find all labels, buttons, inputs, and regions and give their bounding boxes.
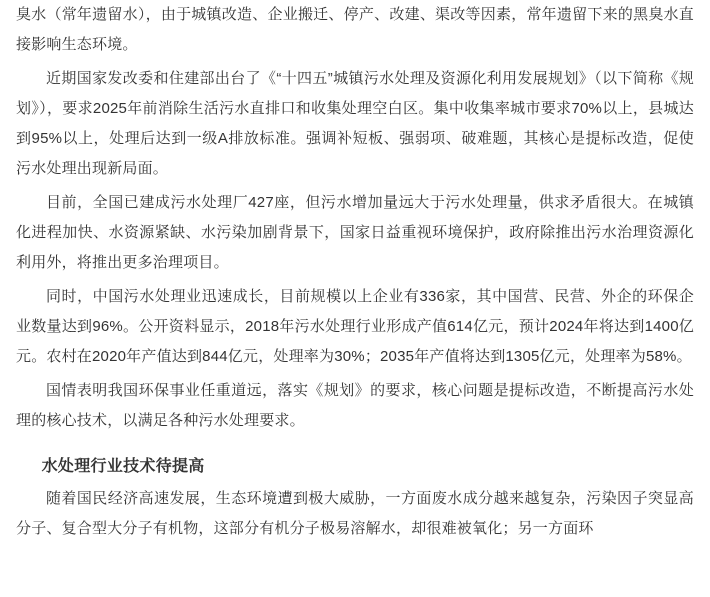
paragraph-industry-growth: 同时，中国污水处理业迅速成长，目前规模以上企业有336家，其中国营、民营、外企的环保企业数量达到96%。公开资料显示，2018年污水处理行业形成产值614亿元，预计2024年将达到1400亿元。农村在2020年产值达到844亿元，处理率为30%；2035年产值将达到1305亿元，处理率为58%。	[16, 288, 694, 365]
paragraph-current-status: 目前，全国已建成污水处理厂427座，但污水增加量远大于污水处理量，供求矛盾很大。在城镇化进程加快、水资源紧缺、水污染加剧背景下，国家日益重视环境保护，政府除推出污水治理资源化利用外，将推出更多治理项目。	[16, 194, 694, 271]
paragraph-intro: 臭水（常年遗留水），由于城镇改造、企业搬迁、停产、改建、渠改等因素，常年遗留下来的黑臭水直接影响生态环境。	[16, 6, 694, 53]
paragraph-policy: 近期国家发改委和住建部出台了《“十四五”城镇污水处理及资源化利用发展规划》（以下简称《规划》），要求2025年前消除生活污水直排口和收集处理空白区。集中收集率城市要求70%以上，县城达到95%以上，处理后达到一级A排放标准。强调补短板、强弱项、破难题，其核心是提标改造，促使污水处理出现新局面。	[16, 70, 694, 177]
paragraph-technology-intro: 随着国民经济高速发展，生态环境遭到极大威胁，一方面废水成分越来越复杂，污染因子突显高分子、复合型大分子有机物，这部分有机分子极易溶解水，却很难被氧化；另一方面环	[16, 490, 694, 537]
section-heading-technology: 水处理行业技术待提高	[41, 458, 205, 475]
paragraph-conclusion: 国情表明我国环保事业任重道远，落实《规划》的要求，核心问题是提标改造，不断提高污水处理的核心技术，以满足各种污水处理要求。	[16, 382, 694, 429]
